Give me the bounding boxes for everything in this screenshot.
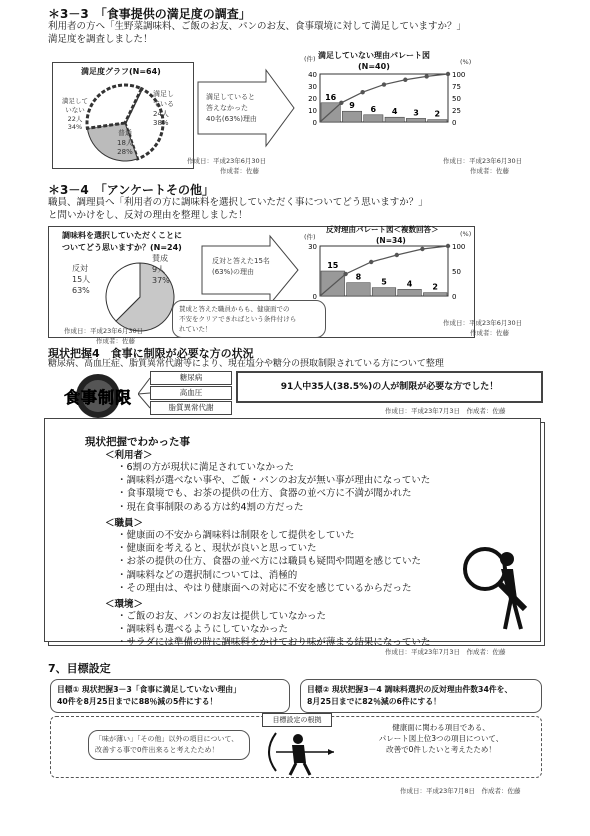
list-item: ・サラダには準備の時に調味料をかけており味が薄まる結果になっていた — [117, 637, 431, 649]
cumulative-point — [446, 72, 450, 76]
pareto-1-n: (N=40) — [358, 62, 390, 71]
credit-author-1: 作成者：佐藤 — [220, 167, 259, 175]
findings-title: 現状把握でわかった事 — [85, 436, 190, 448]
pareto-2-credit-author: 作成者：佐藤 — [470, 329, 509, 337]
pareto-2-yr: (%) — [460, 230, 472, 238]
pareto-1-title: 満足していない理由パレート図 — [318, 51, 430, 60]
list-item: ・調味料などの選択制については、消極的 — [117, 569, 298, 581]
bar-value-label: 2 — [434, 109, 441, 119]
list-item: ・調味料も選べるようにしていなかった — [117, 624, 289, 636]
list-item: ・6割の方が現状に満足されていなかった — [117, 462, 295, 473]
cumulative-point — [360, 90, 364, 94]
section-4-credit: 作成日：平成23年7月3日 作成者：佐藤 — [385, 407, 506, 415]
list-item: ・食事環境でも、お茶の提供の仕方、食器の並べ方に不満が聞かれた — [117, 488, 412, 500]
pareto-chart-2 — [298, 224, 478, 324]
bar-value-label: 9 — [349, 101, 355, 111]
condition-diabetes: 糖尿病 — [150, 371, 232, 385]
arrow-2-text: 反対と答えた15名 (63%)の理由 — [212, 257, 270, 276]
cumulative-point — [420, 247, 424, 251]
y-tick-label: 30 — [308, 243, 317, 251]
satisfaction-pie-box — [52, 62, 194, 169]
section-4-desc: 糖尿病、高血圧症、脂質異常代謝等により、現在塩分や糖分の摂取制限されている方について整理 — [48, 359, 444, 369]
pareto-2-title: 反対理由パレート図＜複数回答＞ — [326, 225, 439, 234]
staff-heading: ＜職員＞ — [105, 518, 144, 529]
y2-tick-label: 0 — [452, 119, 457, 127]
y2-tick-label: 100 — [452, 71, 466, 79]
findings-box — [44, 418, 541, 649]
users-list — [117, 461, 430, 514]
y2-tick-label: 0 — [452, 293, 457, 301]
section-7-heading: 7、目標設定 — [48, 662, 111, 675]
cumulative-point — [343, 272, 347, 276]
restriction-logo — [58, 373, 138, 419]
bar-value-label: 6 — [370, 104, 377, 114]
section-4-heading: 現状把握4 食事に制限が必要な方の状況 — [48, 347, 254, 360]
y2-tick-label: 100 — [452, 243, 466, 251]
bar-value-label: 5 — [381, 277, 387, 287]
right-note-text: 健康面に関わる項目である、 パレート図上位3つの項目について、 改善で0件したいと考えたため！ — [378, 723, 504, 754]
bar-value-label: 3 — [413, 108, 419, 118]
pareto-chart-1 — [298, 50, 478, 170]
env-list — [117, 610, 430, 650]
pie-label-neutral: 普通 18人 28% — [117, 129, 133, 156]
pareto-1-svg — [298, 50, 478, 170]
bar — [364, 115, 383, 122]
y2-tick-label: 50 — [452, 95, 461, 103]
pareto-1-credit-author: 作成者：佐藤 — [470, 167, 509, 175]
satisfaction-pie-title: 満足度グラフ(N=64) — [81, 67, 161, 76]
section-3-4-desc-1: 職員、調理員へ「利用者の方に調味料を選択していただく事についてどう思いますか？」 — [48, 197, 428, 208]
y-tick-label: 0 — [312, 293, 317, 301]
list-item: ・健康面を考えると、現状が良いと思っていた — [117, 543, 317, 555]
condition-hypertension: 高血圧 — [150, 386, 232, 400]
archer-icon — [258, 727, 338, 777]
cumulative-point — [339, 101, 343, 105]
bar-value-label: 8 — [355, 272, 362, 282]
y2-tick-label: 75 — [452, 83, 461, 91]
pie-label-unsatisfied: 満足して いない 22人 34% — [62, 97, 88, 131]
bar-value-label: 2 — [432, 282, 438, 292]
y2-tick-label: 25 — [452, 107, 461, 115]
list-item: ・ご飯のお友、パンのお友は提供していなかった — [117, 611, 327, 622]
cumulative-point — [424, 74, 428, 78]
credit-author-2: 作成者：佐藤 — [96, 337, 135, 345]
bar — [428, 120, 447, 122]
bar — [406, 118, 425, 122]
findings-credit: 作成日：平成23年7月3日 作成者：佐藤 — [385, 648, 506, 656]
staff-list — [117, 529, 421, 595]
pareto-2-yl: (件) — [304, 233, 316, 241]
env-heading: ＜環境＞ — [105, 599, 144, 610]
bracket-lines — [138, 372, 152, 418]
y-tick-label: 40 — [308, 71, 317, 79]
restriction-logo-text: 食事制限 — [63, 388, 132, 407]
pareto-1-yl: (件) — [304, 55, 316, 63]
pie2-label-against: 反対 15人 63% — [72, 264, 91, 295]
arrow-1-text: 満足していると 答えなかった 40名(63%)理由 — [206, 93, 257, 123]
bar-value-label: 16 — [325, 92, 337, 102]
y-tick-label: 20 — [308, 95, 317, 103]
goal-1-box — [50, 679, 290, 713]
bar-value-label: 4 — [406, 279, 413, 289]
cumulative-point — [369, 260, 373, 264]
cumulative-point — [403, 78, 407, 82]
pareto-1-credit-date: 作成日：平成23年6月30日 — [443, 157, 523, 165]
magnifier-figure-icon — [455, 539, 535, 639]
section-3-3-heading: ＊3－3 「食事提供の満足度の調査」 — [48, 7, 251, 21]
list-item: ・その理由は、やはり健康面への対応に不安を感じているからだった — [117, 582, 412, 594]
section-3-4-desc-2: と問いかけをし、反対の理由を整理しました！ — [48, 210, 248, 221]
list-item: ・現在食事制限のある方は約4割の方だった — [117, 501, 304, 513]
left-note-text: 「味が薄い」「その他」以外の項目について、 改善する事で0件出来ると考えたため！ — [95, 735, 239, 754]
cumulative-point — [395, 253, 399, 257]
condition-dyslipidemia: 脂質異常代謝 — [150, 401, 232, 415]
section-3-3-desc-2: 満足度を調査しました！ — [48, 34, 153, 45]
pareto-2-credit-date: 作成日：平成23年6月30日 — [443, 319, 523, 327]
result-text: 91人中35人(38.5%)の人が制限が必要な方でした！ — [280, 382, 499, 392]
list-item: ・調味料が選べない事や、ご飯・パンのお友が無い事が理由になっていた — [117, 475, 431, 487]
pie-label-satisfied: 満足し ている 24人 38% — [153, 90, 174, 127]
credit-date-2: 作成日：平成23年6月30日 — [64, 327, 144, 335]
bar — [342, 111, 361, 122]
cumulative-point — [382, 82, 386, 86]
section-3-3-desc-1: 利用者の方へ「生野菜調味料、ご飯のお友、パンのお友、食事環境に対して満足していますか？」 — [48, 21, 467, 32]
y2-tick-label: 50 — [452, 268, 461, 276]
users-heading: ＜利用者＞ — [105, 450, 153, 461]
list-item: ・健康面の不安から調味料は制限をして提供をしていた — [117, 530, 355, 541]
cumulative-point — [446, 244, 450, 248]
goal-1-text: 目標① 現状把握3－3「食事に満足していない理由」 40件を8月25日までに88％減の5件にする！ — [57, 685, 241, 706]
section-3-4-heading: ＊3－4 「アンケートその他」 — [48, 183, 214, 197]
bar — [423, 293, 447, 296]
y-tick-label: 10 — [308, 107, 317, 115]
pareto-2-svg — [298, 224, 478, 324]
pareto-2-n: (N=34) — [376, 236, 406, 245]
left-note-box — [88, 730, 250, 760]
list-item: ・お茶の提供の仕方、食器の並べ方には職員も疑問や問題を感じていた — [117, 556, 422, 568]
section-7-credit: 作成日：平成23年7月8日 作成者：佐藤 — [400, 787, 521, 795]
goal-2-box — [300, 679, 542, 713]
bar — [372, 288, 396, 296]
pie2-label-for: 賛成 9人 37% — [152, 254, 170, 285]
question-text: 調味料を選択していただくことに ついてどう思いますか？(N=24) — [62, 231, 182, 252]
basis-label: 目標設定の根拠 — [262, 713, 332, 727]
bar-value-label: 15 — [327, 261, 339, 270]
credit-date-1: 作成日：平成23年6月30日 — [187, 157, 267, 165]
bar — [347, 283, 371, 296]
bar — [385, 117, 404, 122]
y-tick-label: 0 — [312, 119, 317, 127]
pareto-1-yr: (%) — [460, 58, 472, 66]
note-text: 賛成と答えた職員からも、健康面での 不安をクリアできればという条件付けら れていた！ — [179, 305, 297, 333]
y-tick-label: 30 — [308, 83, 317, 91]
bar-value-label: 4 — [391, 107, 398, 117]
result-box — [236, 371, 543, 403]
goal-2-text: 目標② 現状把握3－4 調味料選択の反対理由件数34件を、 8月25日までに82％減の6件にする！ — [307, 685, 513, 706]
bar — [398, 289, 422, 296]
